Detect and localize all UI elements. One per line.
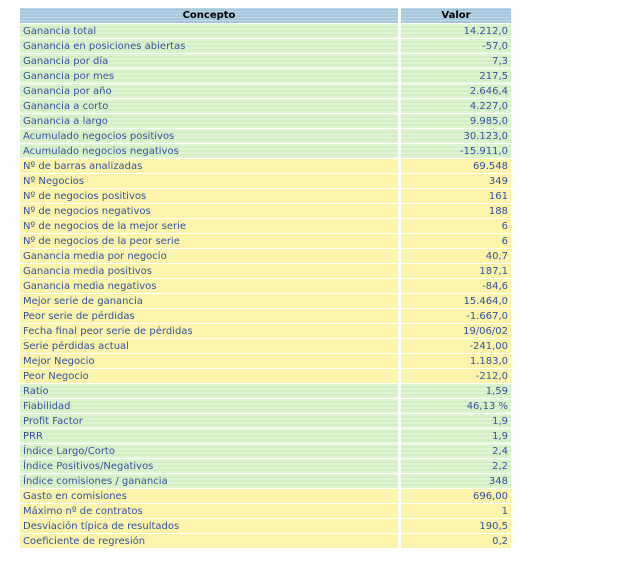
table-row <box>20 294 511 308</box>
row-valor: 7,3 <box>401 54 511 68</box>
row-concepto: Ganancia por año <box>20 84 398 98</box>
row-valor: 217,5 <box>401 69 511 83</box>
row-valor: 1 <box>401 504 511 518</box>
table-row <box>20 69 511 83</box>
table-row <box>20 279 511 293</box>
row-concepto: Acumulado negocios negativos <box>20 144 398 158</box>
row-concepto: Nº de negocios positivos <box>20 189 398 203</box>
row-concepto: Ganancia media negativos <box>20 279 398 293</box>
table-row <box>20 354 511 368</box>
table-row <box>20 444 511 458</box>
row-concepto: Ganancia por día <box>20 54 398 68</box>
row-valor: -241,00 <box>401 339 511 353</box>
row-concepto: Ganancia media por negocio <box>20 249 398 263</box>
row-concepto: Fiabilidad <box>20 399 398 413</box>
row-valor: -1.667,0 <box>401 309 511 323</box>
row-valor: 6 <box>401 234 511 248</box>
row-valor: 2,4 <box>401 444 511 458</box>
row-valor: -57,0 <box>401 39 511 53</box>
table-row <box>20 114 511 128</box>
stats-table-header <box>20 8 511 23</box>
row-concepto: Desviación típica de resultados <box>20 519 398 533</box>
row-concepto: Acumulado negocios positivos <box>20 129 398 143</box>
row-concepto: Ganancia en posiciones abiertas <box>20 39 398 53</box>
row-valor: 1,59 <box>401 384 511 398</box>
row-concepto: Coeficiente de regresión <box>20 534 398 548</box>
row-concepto: Ganancia a corto <box>20 99 398 113</box>
row-concepto: Ratio <box>20 384 398 398</box>
table-row <box>20 534 511 548</box>
table-row <box>20 489 511 503</box>
table-row <box>20 144 511 158</box>
row-concepto: Nº de negocios negativos <box>20 204 398 218</box>
table-row <box>20 384 511 398</box>
row-valor: 14.212,0 <box>401 24 511 38</box>
table-row <box>20 414 511 428</box>
table-row <box>20 504 511 518</box>
row-valor: 40,7 <box>401 249 511 263</box>
row-concepto: Ganancia total <box>20 24 398 38</box>
row-concepto: Nº de negocios de la peor serie <box>20 234 398 248</box>
row-valor: 2,2 <box>401 459 511 473</box>
row-concepto: Índice Largo/Corto <box>20 444 398 458</box>
table-row <box>20 204 511 218</box>
table-row <box>20 159 511 173</box>
row-concepto: Índice Positivos/Negativos <box>20 459 398 473</box>
table-row <box>20 84 511 98</box>
row-valor: 6 <box>401 219 511 233</box>
row-concepto: Nº de negocios de la mejor serie <box>20 219 398 233</box>
row-valor: -84,6 <box>401 279 511 293</box>
row-valor: 1,9 <box>401 414 511 428</box>
row-valor: 1.183,0 <box>401 354 511 368</box>
row-concepto: Ganancia media positivos <box>20 264 398 278</box>
row-concepto: Índice comisiones / ganancia <box>20 474 398 488</box>
table-row <box>20 519 511 533</box>
row-concepto: Ganancia a largo <box>20 114 398 128</box>
table-row <box>20 399 511 413</box>
row-valor: 4.227,0 <box>401 99 511 113</box>
row-concepto: Peor Negocio <box>20 369 398 383</box>
row-valor: -212,0 <box>401 369 511 383</box>
row-concepto: Serie pérdidas actual <box>20 339 398 353</box>
row-valor: 188 <box>401 204 511 218</box>
stats-table <box>17 7 514 549</box>
row-concepto: Mejor Negocio <box>20 354 398 368</box>
table-row <box>20 324 511 338</box>
table-row <box>20 474 511 488</box>
row-valor: 348 <box>401 474 511 488</box>
row-valor: 46,13 % <box>401 399 511 413</box>
table-row <box>20 339 511 353</box>
row-concepto: Profit Factor <box>20 414 398 428</box>
stats-table-body <box>20 24 511 548</box>
row-valor: 161 <box>401 189 511 203</box>
table-row <box>20 189 511 203</box>
table-row <box>20 249 511 263</box>
row-valor: 1,9 <box>401 429 511 443</box>
row-valor: 30.123,0 <box>401 129 511 143</box>
table-row <box>20 234 511 248</box>
table-row <box>20 219 511 233</box>
row-valor: 69.548 <box>401 159 511 173</box>
row-valor: -15.911,0 <box>401 144 511 158</box>
table-row <box>20 129 511 143</box>
row-concepto: Nº Negocios <box>20 174 398 188</box>
table-row <box>20 309 511 323</box>
table-row <box>20 429 511 443</box>
row-concepto: PRR <box>20 429 398 443</box>
row-concepto: Ganancia por mes <box>20 69 398 83</box>
row-valor: 190,5 <box>401 519 511 533</box>
row-concepto: Mejor serie de ganancia <box>20 294 398 308</box>
row-valor: 15.464,0 <box>401 294 511 308</box>
row-concepto: Máximo nº de contratos <box>20 504 398 518</box>
row-valor: 2.646,4 <box>401 84 511 98</box>
table-row <box>20 459 511 473</box>
row-valor: 349 <box>401 174 511 188</box>
table-row <box>20 99 511 113</box>
row-valor: 187,1 <box>401 264 511 278</box>
row-valor: 19/06/02 <box>401 324 511 338</box>
column-header-concepto: Concepto <box>20 8 398 23</box>
row-valor: 696,00 <box>401 489 511 503</box>
row-valor: 0,2 <box>401 534 511 548</box>
row-concepto: Fecha final peor serie de pérdidas <box>20 324 398 338</box>
table-row <box>20 24 511 38</box>
table-row <box>20 174 511 188</box>
column-header-valor: Valor <box>401 8 511 23</box>
table-row <box>20 369 511 383</box>
row-concepto: Peor serie de pérdidas <box>20 309 398 323</box>
row-valor: 9.985,0 <box>401 114 511 128</box>
header-row <box>20 8 511 23</box>
row-concepto: Gasto en comisiones <box>20 489 398 503</box>
table-row <box>20 264 511 278</box>
row-concepto: Nº de barras analizadas <box>20 159 398 173</box>
table-row <box>20 39 511 53</box>
table-row <box>20 54 511 68</box>
